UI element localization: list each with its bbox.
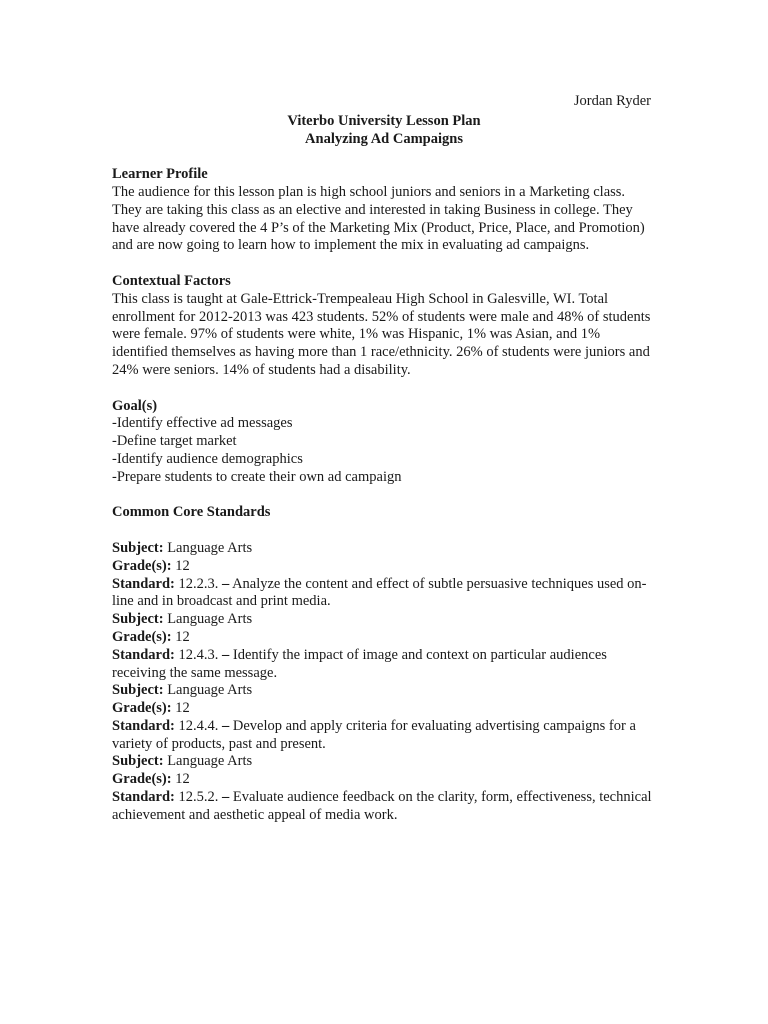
goal-item: -Identify effective ad messages xyxy=(112,415,293,432)
goal-item: -Prepare students to create their own ad campaign xyxy=(112,468,402,485)
subject-label: Subject: xyxy=(112,682,164,699)
subject-label: Subject: xyxy=(112,539,164,556)
standard-label: Standard: xyxy=(112,717,175,734)
grade-value: 12 xyxy=(175,557,190,574)
grade-label: Grade(s): xyxy=(112,557,172,574)
standard-dash: – xyxy=(221,575,230,592)
learner-profile-section xyxy=(112,166,656,255)
subject-label: Subject: xyxy=(112,611,164,628)
grade-label: Grade(s): xyxy=(112,628,172,645)
goal-item: -Define target market xyxy=(112,433,237,450)
contextual-factors-heading: Contextual Factors xyxy=(112,272,231,289)
subject-label: Subject: xyxy=(112,753,164,770)
learner-profile-body: The audience for this lesson plan is high school juniors and seniors in a Marketing class. They are taking this class as an elective and interested in taking Business in college. They have already covered the 4 P’s of the Marketing Mix (Product, Price, Place, and Promotion) and are now going to learn how to implement the mix in evaluating ad campaigns. xyxy=(112,183,645,254)
standard-text: Develop and apply criteria for evaluating advertising campaigns for a variety of products, past and present. xyxy=(112,717,636,752)
goals-section xyxy=(112,398,656,487)
grade-value: 12 xyxy=(175,700,190,717)
subject-value: Language Arts xyxy=(167,753,253,770)
spacer xyxy=(112,522,656,540)
title-line-1: Viterbo University Lesson Plan xyxy=(287,112,481,129)
standards-section xyxy=(112,504,656,824)
contextual-factors-body: This class is taught at Gale-Ettrick-Trempealeau High School in Galesville, WI. Total enrollment for 2012-2013 was 423 students. 52% of students were male and 48% of students were female. 97% of students were white, 1% was Hispanic, 1% was Asian, and 1% identified themselves as having more than 1 race/ethnicity. 26% of students were juniors and 24% were seniors. 14% of students had a disability. xyxy=(112,290,651,378)
subject-value: Language Arts xyxy=(167,611,253,628)
subject-value: Language Arts xyxy=(167,539,253,556)
subject-value: Language Arts xyxy=(167,682,253,699)
learner-profile-heading: Learner Profile xyxy=(112,166,208,183)
standard-label: Standard: xyxy=(112,646,175,663)
standard-label: Standard: xyxy=(112,575,175,592)
document-title xyxy=(112,113,656,149)
standard-entry xyxy=(112,753,656,824)
grade-label: Grade(s): xyxy=(112,771,172,788)
standard-label: Standard: xyxy=(112,789,175,806)
title-line-2: Analyzing Ad Campaigns xyxy=(305,130,463,147)
standard-dash: – xyxy=(221,789,230,806)
grade-value: 12 xyxy=(175,771,190,788)
standard-text: Identify the impact of image and context on particular audiences receiving the same message. xyxy=(112,646,607,681)
goal-item: -Identify audience demographics xyxy=(112,450,303,467)
standard-entry xyxy=(112,611,656,682)
grade-value: 12 xyxy=(175,628,190,645)
standards-heading: Common Core Standards xyxy=(112,504,271,521)
standard-text: Analyze the content and effect of subtle persuasive techniques used on-line and in broadcast and print media. xyxy=(112,575,647,610)
standard-dash: – xyxy=(221,646,230,663)
grade-label: Grade(s): xyxy=(112,700,172,717)
author-name: Jordan Ryder xyxy=(573,93,651,109)
contextual-factors-section xyxy=(112,273,656,380)
goals-heading: Goal(s) xyxy=(112,397,158,414)
standard-entry xyxy=(112,540,656,611)
standard-code: 12.2.3. xyxy=(178,575,219,592)
standard-code: 12.4.3. xyxy=(178,646,219,663)
standard-code: 12.5.2. xyxy=(178,789,219,806)
standard-dash: – xyxy=(221,717,230,734)
standard-text: Evaluate audience feedback on the clarity, form, effectiveness, technical achievement and aesthetic appeal of media work. xyxy=(112,789,652,823)
standard-entry xyxy=(112,682,656,753)
standard-code: 12.4.4. xyxy=(178,717,219,734)
